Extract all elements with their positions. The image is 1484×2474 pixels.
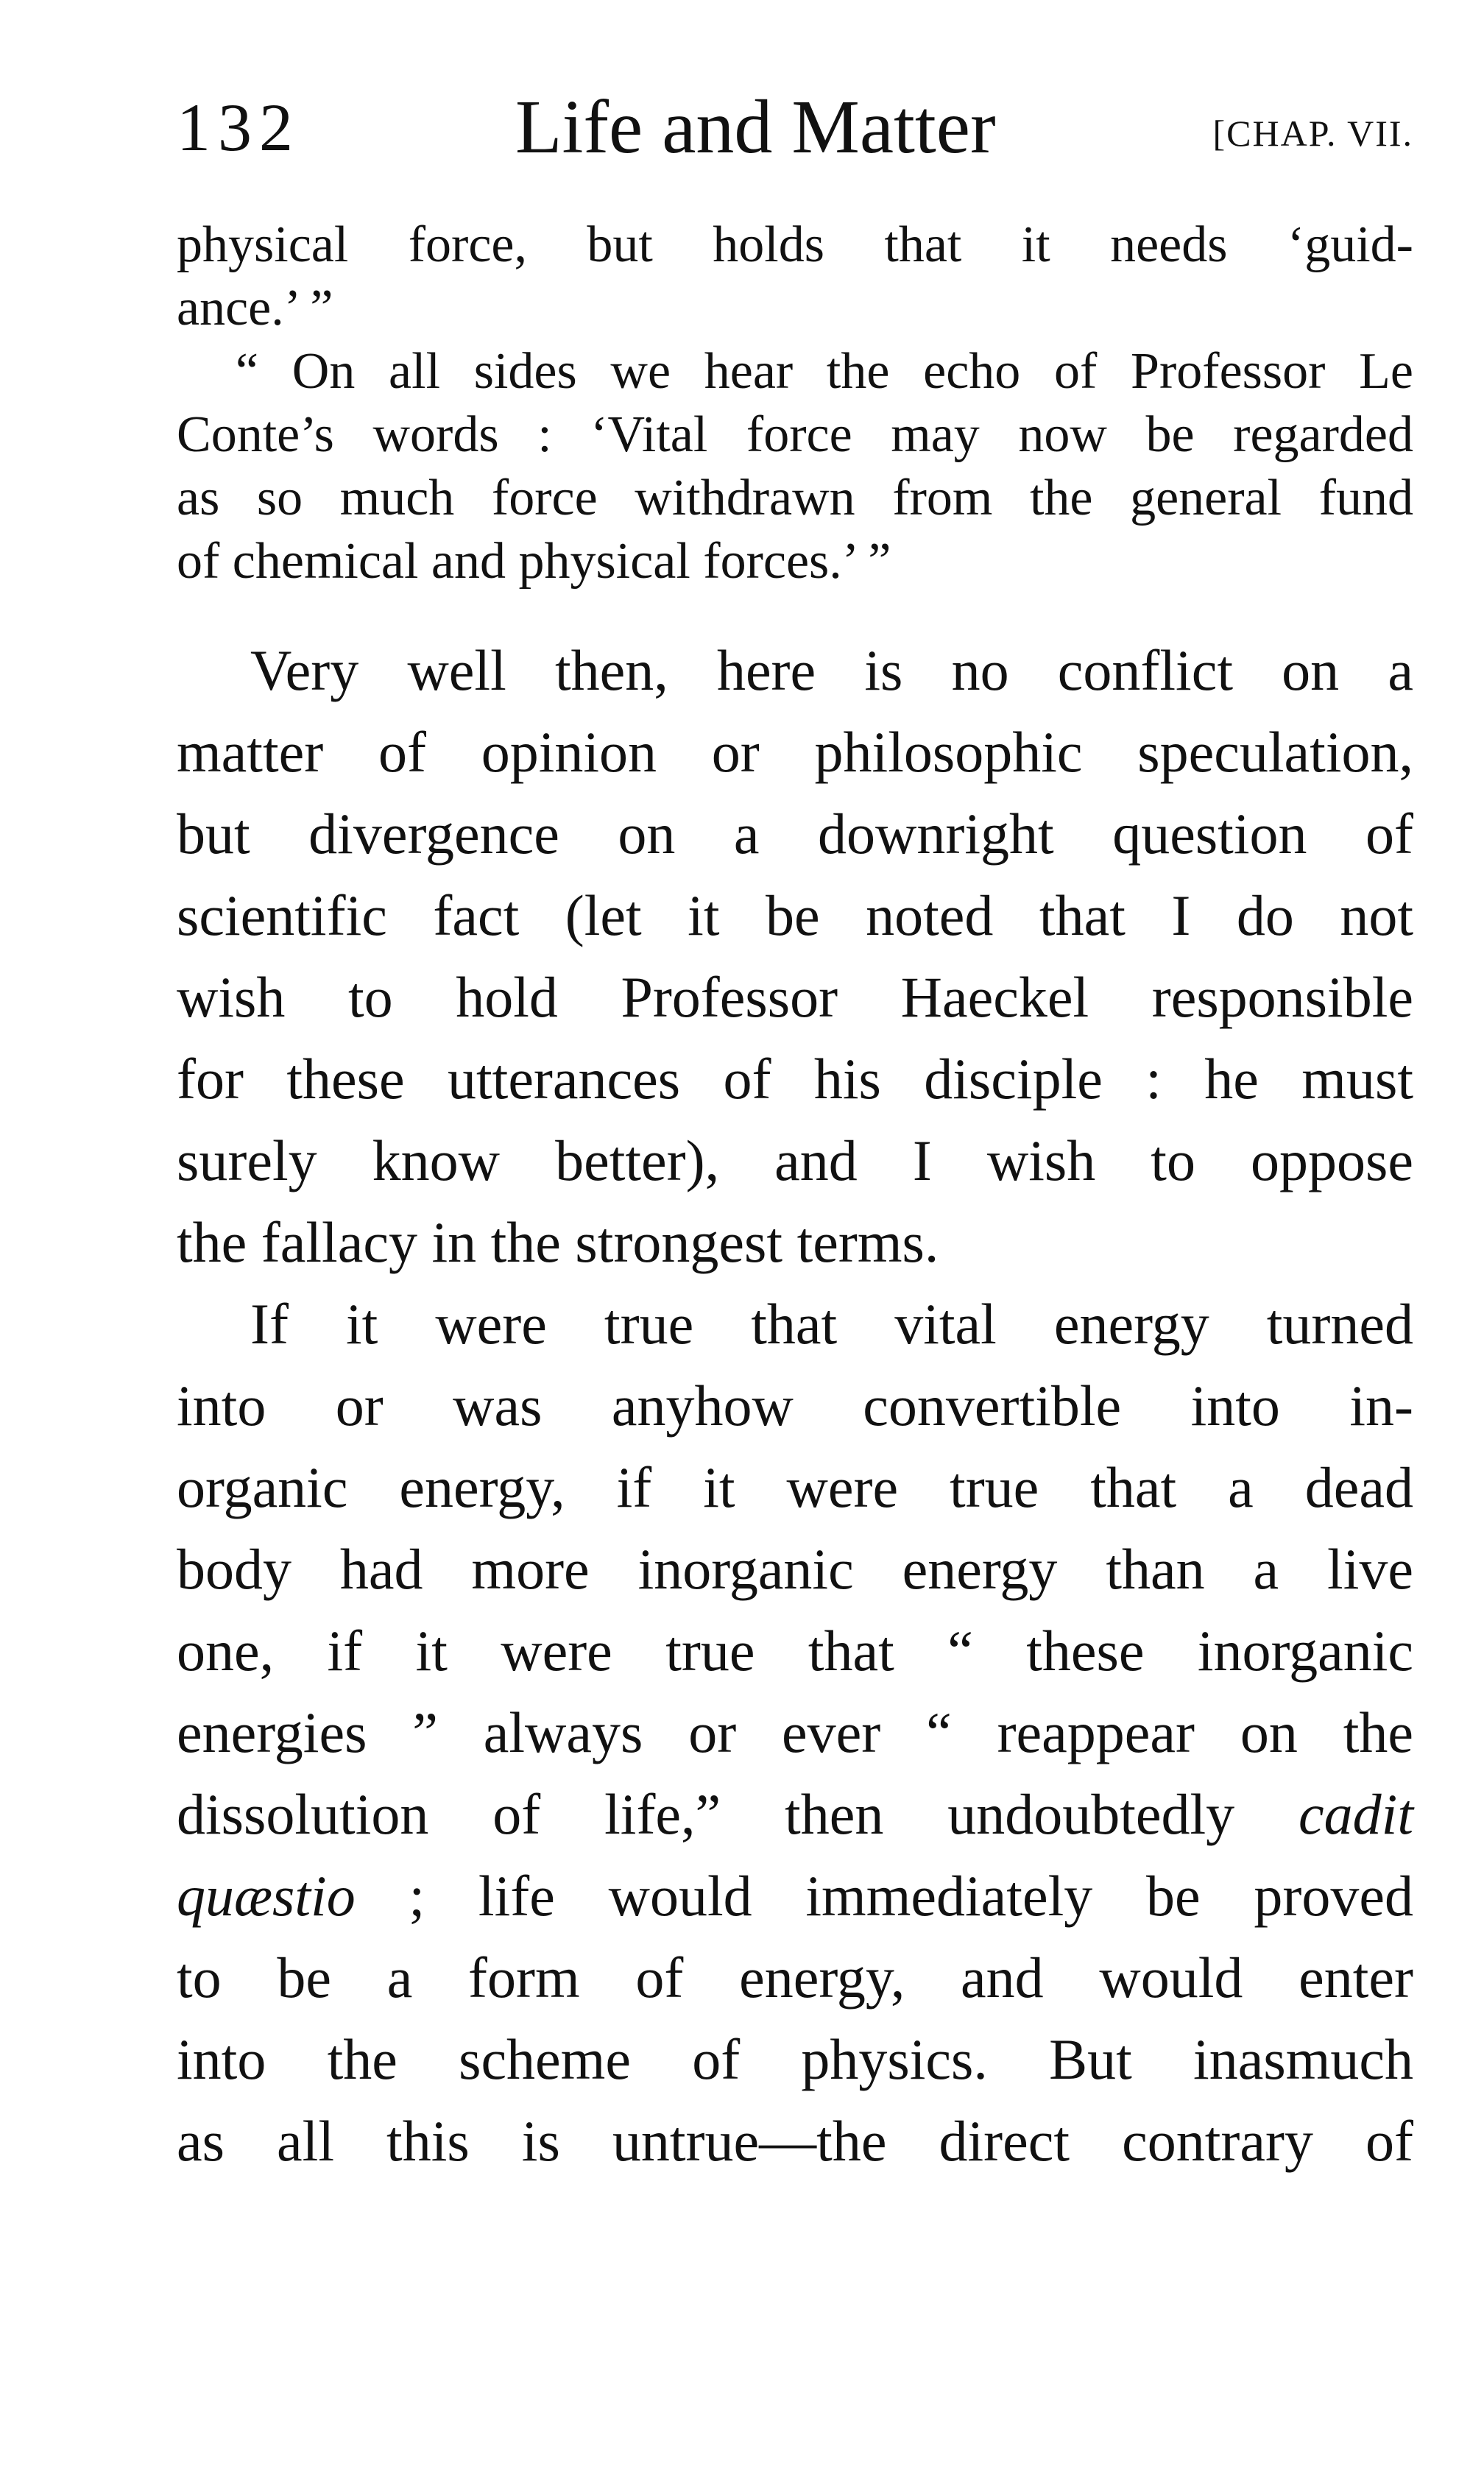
text-line: into or was anyhow convertible into in- [177,1374,1413,1438]
text-line: for these utterances of his disciple : he must [177,1047,1413,1111]
text-line [177,1855,1413,1937]
text-line: one, if it were true that “ these inorganic [177,1619,1413,1683]
text-line: to be a form of energy, and would enter [177,1945,1413,2010]
quote-line: as so much force withdrawn from the general fund [177,470,1413,526]
text-line: as all this is untrue—the direct contrary of [177,2109,1413,2173]
italic-phrase: quæstio [177,1864,356,1928]
running-title: Life and Matter [515,85,996,169]
text-line: into the scheme of physics. But inasmuch [177,2027,1413,2091]
quote-line: physical force, but holds that it needs ‘guid- [177,216,1413,273]
text-line: wish to hold Professor Haeckel responsible [177,965,1413,1029]
text-line: If it were true that vital energy turned [250,1292,1413,1356]
text-line: Very well then, here is no conflict on a [250,638,1413,702]
quoted-passage [177,213,1413,593]
text-line: surely know better), and I wish to oppose [177,1128,1413,1192]
text-line: the fallacy in the strongest terms. [177,1210,939,1274]
chapter-reference: [CHAP. VII. [1212,113,1413,154]
text-line [177,1773,1413,1855]
quote-line: of chemical and physical forces.’ ” [177,533,891,590]
quote-line: Conte’s words : ‘Vital force may now be regarded [177,406,1413,463]
paragraph-2 [177,1283,1413,2182]
text-line: but divergence on a downright question of [177,802,1413,866]
italic-phrase: cadit [1298,1782,1413,1846]
text-line: body had more inorganic energy than a live [177,1537,1413,1601]
quote-line: ance.’ ” [177,280,333,336]
page-number: 132 [177,90,300,165]
page-header [177,79,1413,175]
text-run: ; life would immediately be proved [355,1864,1413,1928]
quote-line: “ On all sides we hear the echo of Professor Le [236,343,1413,400]
text-line: scientific fact (let it be noted that I do not [177,883,1413,947]
body-text [177,629,1413,2182]
text-run: dissolution of life,” then undoubtedly [177,1782,1299,1846]
paragraph-1 [177,629,1413,1283]
text-line: organic energy, if it were true that a dead [177,1455,1413,1519]
text-line: energies ” always or ever “ reappear on the [177,1700,1413,1764]
text-line: matter of opinion or philosophic speculation, [177,720,1413,784]
